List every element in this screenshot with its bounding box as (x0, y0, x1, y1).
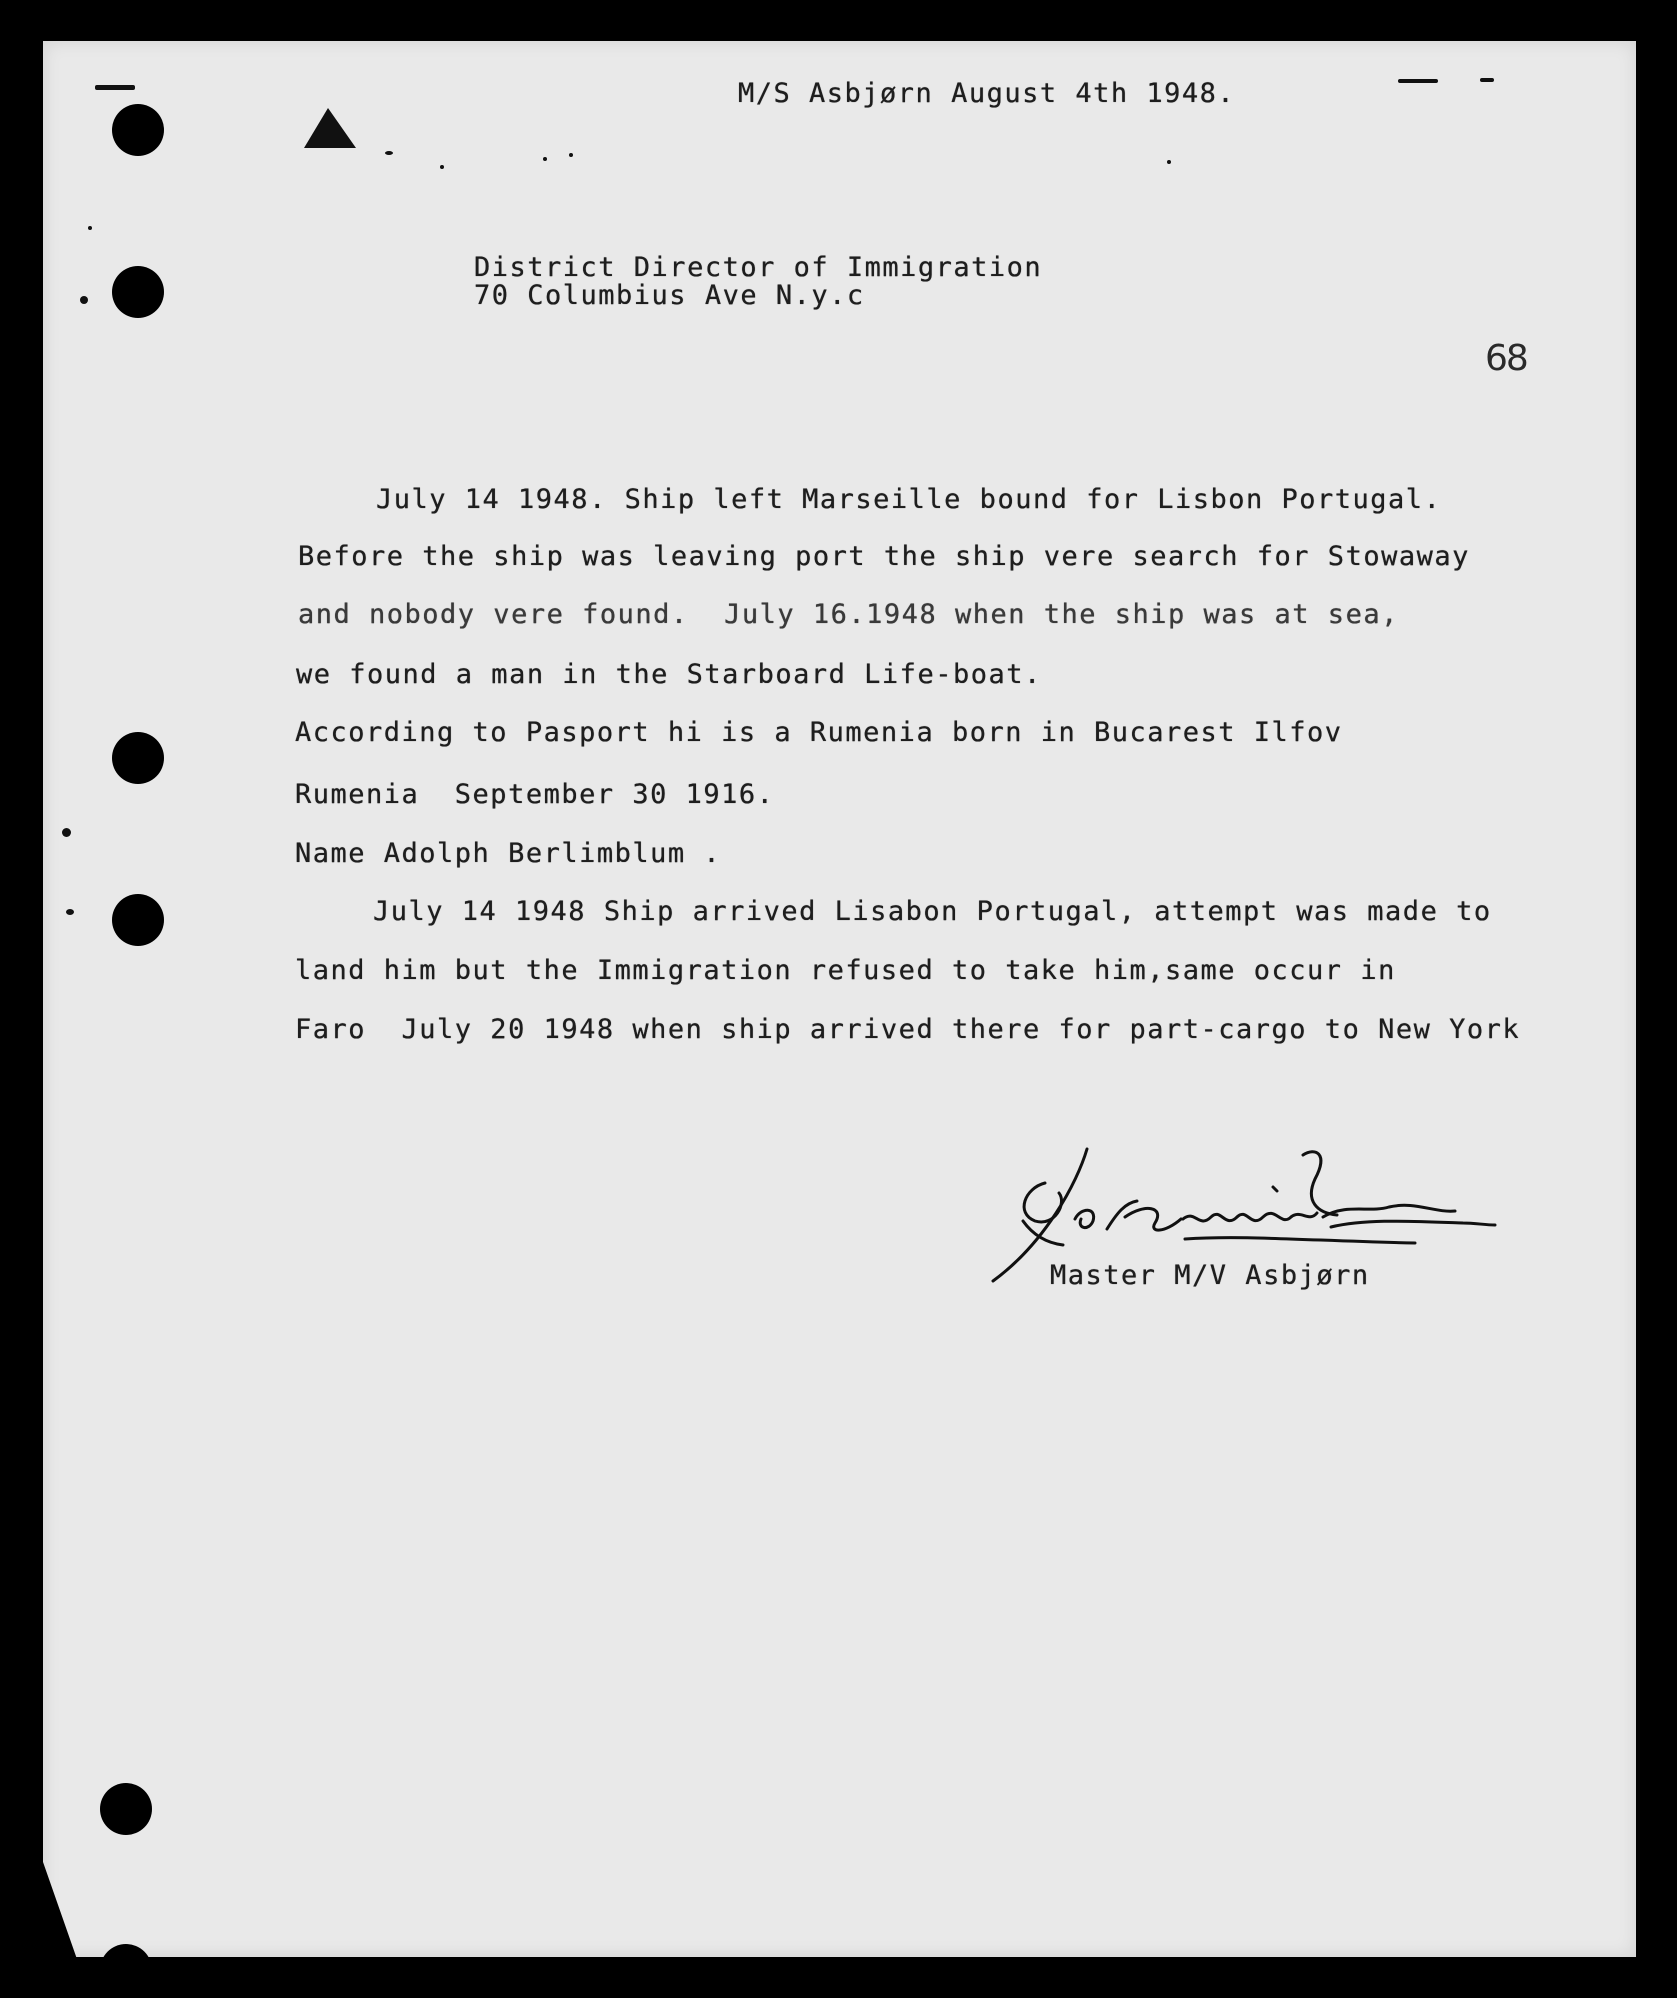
punch-hole (112, 732, 164, 784)
body-line: we found a man in the Starboard Life-boat. (296, 659, 1042, 690)
speck (543, 157, 547, 161)
triangle-mark-icon (300, 104, 362, 152)
signature-title: Master M/V Asbjørn (1050, 1260, 1370, 1291)
recipient-line-2: 70 Columbius Ave N.y.c (474, 280, 865, 311)
speck (440, 165, 444, 169)
page-number: 68 (1485, 338, 1527, 379)
speck (95, 85, 135, 90)
body-line: Rumenia September 30 1916. (295, 779, 775, 810)
punch-hole (112, 266, 164, 318)
speck (1398, 79, 1438, 83)
speck (1480, 78, 1494, 82)
body-line: Before the ship was leaving port the ship vere search for Stowaway (298, 541, 1470, 572)
body-line: Faro July 20 1948 when ship arrived there for part-cargo to New York (295, 1014, 1521, 1045)
torn-corner (43, 1862, 123, 1962)
speck (1167, 160, 1171, 164)
speck (80, 296, 88, 304)
punch-hole (112, 104, 164, 156)
speck (66, 909, 74, 915)
speck (62, 828, 71, 837)
speck (569, 153, 573, 157)
body-line: Name Adolph Berlimblum . (295, 838, 722, 869)
body-line: July 14 1948 Ship arrived Lisabon Portugal, attempt was made to (373, 896, 1492, 927)
punch-hole (112, 894, 164, 946)
recipient-line-1: District Director of Immigration (474, 252, 1043, 283)
dateline: M/S Asbjørn August 4th 1948. (738, 78, 1236, 109)
body-line: and nobody vere found. July 16.1948 when the ship was at sea, (298, 599, 1399, 630)
body-line: July 14 1948. Ship left Marseille bound for Lisbon Portugal. (376, 484, 1442, 515)
body-line: land him but the Immigration refused to take him,same occur in (295, 955, 1396, 986)
speck (385, 151, 393, 155)
body-line: According to Pasport hi is a Rumenia born in Bucarest Ilfov (295, 717, 1343, 748)
paper-sheet (43, 41, 1636, 1957)
speck (88, 226, 92, 230)
punch-hole (100, 1783, 152, 1835)
